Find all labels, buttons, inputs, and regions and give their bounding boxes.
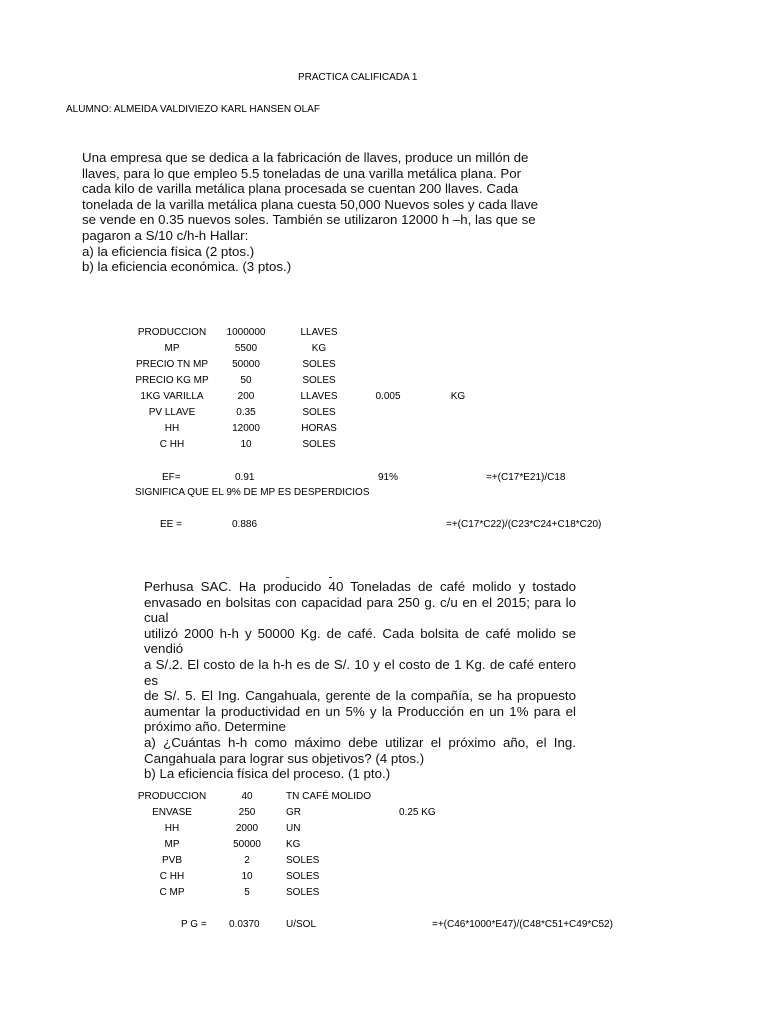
row-unit: KG (311, 343, 327, 354)
student-name: ALUMNO: ALMEIDA VALDIVIEZO KARL HANSEN OLAF (66, 104, 320, 115)
pg-label: P G = (181, 919, 207, 930)
row-label: PRODUCCION (137, 327, 207, 338)
row-unit: SOLES (286, 855, 320, 866)
ee-label: EE = (160, 519, 182, 530)
row-unit: KG (286, 839, 301, 850)
ef-label: EF= (162, 472, 181, 483)
row-value: 10 (241, 871, 253, 882)
problem2-line: Perhusa SAC. Ha producido 40 Toneladas de café molido y tostado (144, 579, 576, 594)
ee-formula: =+(C17*C22)/(C23*C24+C18*C20) (446, 519, 602, 530)
problem2-line: aumentar la productividad en un 5% y la Producción en un 1% para el (144, 703, 576, 719)
table-row (0, 887, 700, 902)
row-unit: SOLES (302, 407, 336, 418)
row-extra: 0.25 KG (399, 807, 436, 818)
row-value: 50000 (233, 839, 261, 850)
row-label: 1KG VARILLA (140, 391, 204, 402)
problem2-line: próximo año. Determine (144, 719, 286, 735)
row-unit: GR (286, 807, 301, 818)
table-row (0, 343, 700, 358)
row-value: 5500 (234, 343, 258, 354)
row-unit: SOLES (302, 439, 336, 450)
page-title: PRACTICA CALIFICADA 1 (298, 72, 418, 83)
problem2-line: a) ¿Cuántas h-h como máximo debe utilizar el próximo año, el Ing. (144, 734, 576, 750)
problem1-line: tonelada de la varilla metálica plana cuesta 50,000 Nuevos soles y cada llave (82, 196, 539, 212)
row-unit: HORAS (301, 423, 337, 434)
row-unit: SOLES (302, 359, 336, 370)
ef-percent: 91% (378, 472, 399, 483)
pg-unit: U/SOL (286, 919, 317, 930)
row-label: PVB (161, 855, 182, 866)
table-row (0, 839, 700, 854)
table-row (0, 871, 700, 886)
row-unit: SOLES (302, 375, 336, 386)
row-unit: LLAVES (300, 327, 338, 338)
row-value: 5 (244, 887, 250, 898)
pg-formula: =+(C46*1000*E47)/(C48*C51+C49*C52) (432, 919, 613, 930)
row-value: 12000 (232, 423, 260, 434)
row-label: PRODUCCION (137, 791, 207, 802)
row-value: 10 (240, 439, 252, 450)
problem2-line: envasado en bolsitas con capacidad para 250 g. c/u en el 2015; para lo cual (144, 594, 576, 626)
problem1-line: b) la eficiencia económica. (3 ptos.) (82, 259, 292, 275)
row-value: 2 (244, 855, 250, 866)
row-label: PRECIO KG MP (135, 375, 209, 386)
problem2-line: utilizó 2000 h-h y 50000 Kg. de café. Cada bolsita de café molido se vendió (144, 625, 576, 657)
row-value: 250 (238, 807, 256, 818)
problem1-statement (82, 150, 538, 275)
problem1-line: a) la eficiencia física (2 ptos.) (82, 243, 255, 259)
table-row (0, 807, 700, 822)
row-unit: UN (286, 823, 301, 834)
row-label: MP (164, 343, 180, 354)
problem1-line: se vende en 0.35 nuevos soles. También se utilizaron 12000 h –h, las que se (82, 212, 536, 228)
row-label: C HH (159, 439, 185, 450)
row-label: C HH (159, 871, 185, 882)
row-value: 1000000 (226, 327, 266, 338)
row-extra-unit: KG (450, 391, 466, 402)
row-label: ENVASE (152, 807, 192, 818)
row-label: PRECIO TN MP (135, 359, 209, 370)
table-row (0, 423, 700, 438)
table-row (0, 439, 700, 454)
row-label: PV LLAVE (148, 407, 196, 418)
row-value: 200 (237, 391, 255, 402)
ef-formula: =+(C17*E21)/C18 (486, 472, 566, 483)
table-row (0, 791, 700, 806)
problem2-line: a S/.2. El costo de la h-h es de S/. 10 y el costo de 1 Kg. de café entero es (144, 656, 576, 688)
row-label: HH (164, 423, 180, 434)
problem2-line: de S/. 5. El Ing. Cangahuala, gerente de la compañía, se ha propuesto (144, 688, 576, 704)
problem2-statement (144, 579, 576, 782)
table-row (0, 407, 700, 422)
problem1-line: llaves, para lo que empleo 5.5 toneladas de una varilla metálica plana. Por (82, 165, 522, 181)
table-row (0, 375, 700, 390)
waste-note: SIGNIFICA QUE EL 9% DE MP ES DESPERDICIOS (135, 487, 370, 498)
row-unit: LLAVES (300, 391, 338, 402)
problem2-line: Cangahuala para lograr sus objetivos? (4 ptos.) (144, 750, 425, 766)
ee-value: 0.886 (232, 519, 258, 530)
row-label: HH (164, 823, 180, 834)
table-row (0, 823, 700, 838)
pg-value: 0.0370 (229, 919, 260, 930)
row-unit: SOLES (286, 887, 320, 898)
problem1-line: Una empresa que se dedica a la fabricación de llaves, produce un millón de (82, 150, 529, 165)
row-value: 50000 (232, 359, 260, 370)
ef-value: 0.91 (235, 472, 255, 483)
row-extra: 0.005 (375, 391, 401, 402)
table-row (0, 855, 700, 870)
row-value: 2000 (235, 823, 259, 834)
row-label: C MP (159, 887, 185, 898)
scan-artifact (286, 577, 289, 578)
problem1-line: cada kilo de varilla metálica plana procesada se cuentan 200 llaves. Cada (82, 181, 519, 197)
table-row (0, 391, 700, 406)
row-unit: TN CAFÉ MOLIDO (286, 791, 372, 802)
scan-artifact (329, 577, 332, 578)
problem1-line: pagaron a S/10 c/h-h Hallar: (82, 227, 249, 243)
row-value: 40 (241, 791, 253, 802)
row-unit: SOLES (286, 871, 320, 882)
problem2-line: b) La eficiencia física del proceso. (1 pto.) (144, 766, 391, 782)
row-value: 50 (240, 375, 252, 386)
table-row (0, 327, 700, 342)
row-label: MP (164, 839, 180, 850)
table-row (0, 359, 700, 374)
row-value: 0.35 (236, 407, 256, 418)
